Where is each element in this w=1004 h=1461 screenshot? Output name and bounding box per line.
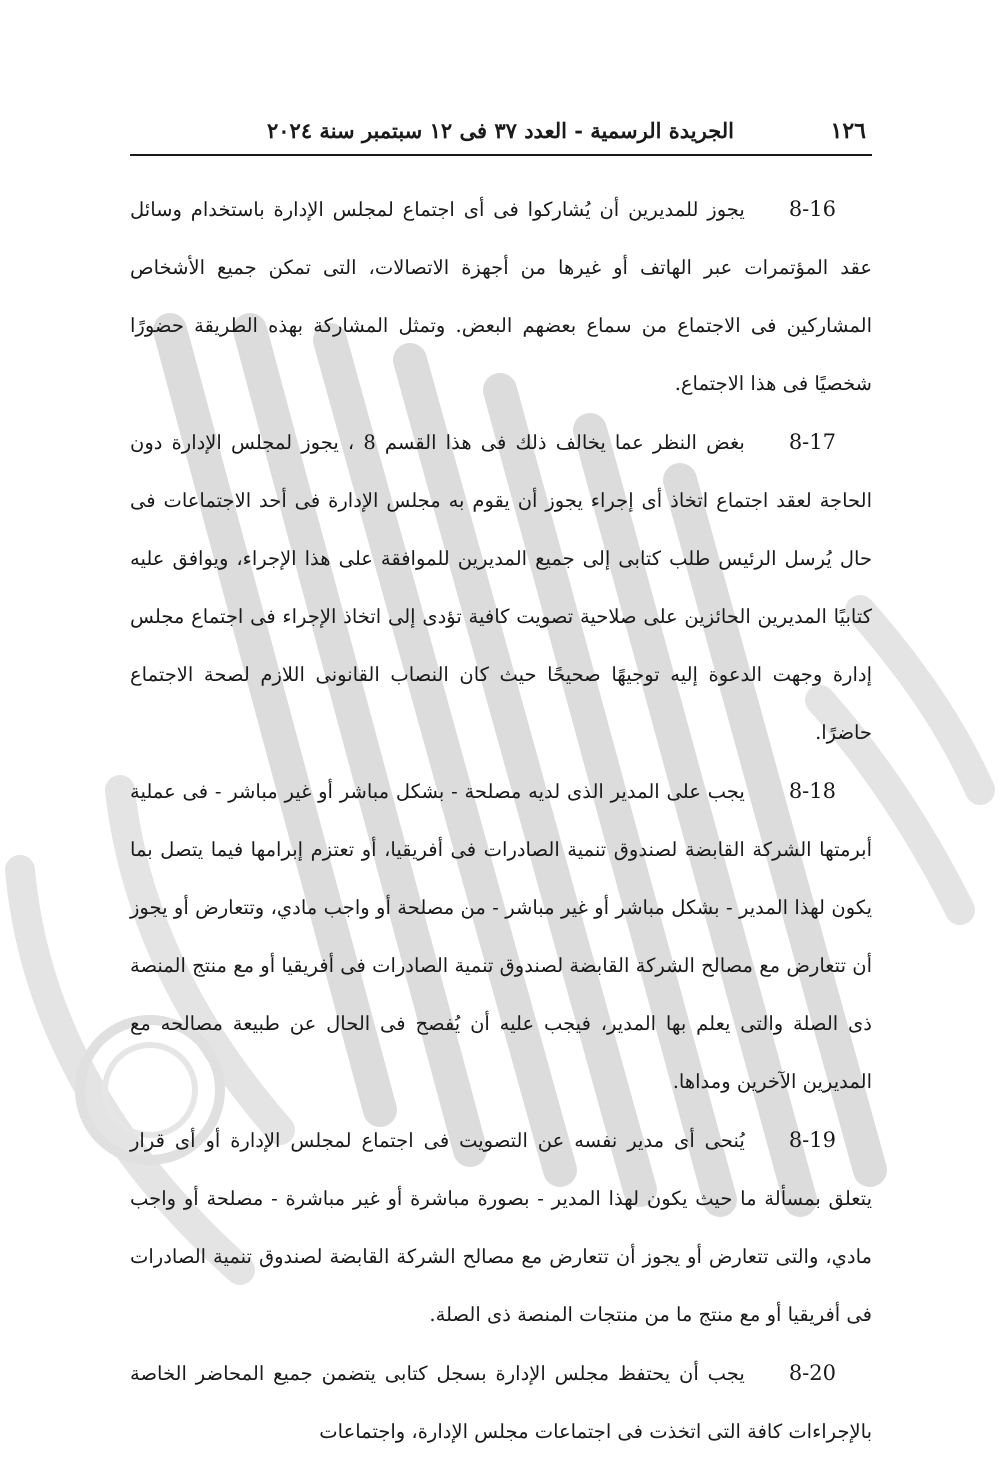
header-divider bbox=[130, 154, 872, 156]
clause-number: 8-17 bbox=[788, 430, 836, 454]
clause-8-18 bbox=[130, 762, 872, 1111]
clause-text: يجب على المدير الذى لديه مصلحة - بشكل مباشر أو غير مباشر - فى عملية أبرمتها الشركة القابضة لصندوق تنمية الصادرات فى أفريقيا، أو تعتزم إبرامها فيما يتصل بما يكون لهذا المدير - بشكل مباشر أو غير مباشر - من مصلحة أو واجب مادي، وتتعارض أو يجوز أن تتعارض مع مصالح الشركة القابضة لصندوق تنمية الصادرات فى أفريقيا أو مع منتج المنصة ذى الصلة والتى يعلم بها المدير، فيجب عليه أن يُفصح فى الحال عن طبيعة مصالحه مع المديرين الآخرين ومداها. bbox=[130, 780, 872, 1093]
clause-number: 8-19 bbox=[788, 1128, 836, 1152]
clause-text: يجب أن يحتفظ مجلس الإدارة بسجل كتابى يتضمن جميع المحاضر الخاصة بالإجراءات كافة التى اتخذت فى اجتماعات مجلس الإدارة، واجتماعات bbox=[130, 1362, 872, 1443]
clause-number: 8-16 bbox=[788, 197, 836, 221]
clause-text: يجوز للمديرين أن يُشاركوا فى أى اجتماع لمجلس الإدارة باستخدام وسائل عقد المؤتمرات عبر الهاتف أو غيرها من أجهزة الاتصالات، التى تمكن جميع الأشخاص المشاركين فى الاجتماع من سماع بعضهم البعض. وتمثل المشاركة بهذه الطريقة حضورًا شخصيًا فى هذا الاجتماع. bbox=[130, 198, 872, 395]
clause-8-16 bbox=[130, 180, 872, 413]
page-number: ١٢٦ bbox=[830, 118, 866, 144]
clause-8-19 bbox=[130, 1111, 872, 1344]
clause-text: بغض النظر عما يخالف ذلك فى هذا القسم 8 ، يجوز لمجلس الإدارة دون الحاجة لعقد اجتماع اتخاذ أى إجراء يجوز أن يقوم به مجلس الإدارة فى أحد الاجتماعات فى حال يُرسل الرئيس طلب كتابى إلى جميع المديرين للموافقة على هذا الإجراء، ويوافق عليه كتابيًا المديرين الحائزين على صلاحية تصويت كافية تؤدى إلى اتخاذ الإجراء فى اجتماع مجلس إدارة وجهت الدعوة إليه توجيهًا صحيحًا حيث كان النصاب القانونى اللازم لصحة الاجتماع حاضرًا. bbox=[130, 431, 872, 744]
clause-8-17 bbox=[130, 413, 872, 762]
clause-8-20 bbox=[130, 1344, 872, 1461]
document-body bbox=[130, 180, 872, 1461]
page-header bbox=[130, 112, 872, 154]
gazette-title: الجريدة الرسمية - العدد ٣٧ فى ١٢ سبتمبر سنة ٢٠٢٤ bbox=[267, 118, 734, 143]
clause-text: يُنحى أى مدير نفسه عن التصويت فى اجتماع لمجلس الإدارة أو أى قرار يتعلق بمسألة ما حيث يكون لهذا المدير - بصورة مباشرة أو غير مباشرة - مصلحة أو واجب مادي، والتى تتعارض أو يجوز أن تتعارض مع مصالح الشركة القابضة لصندوق تنمية الصادرات فى أفريقيا أو مع منتج ما من منتجات المنصة ذى الصلة. bbox=[130, 1129, 872, 1326]
clause-number: 8-20 bbox=[788, 1361, 836, 1385]
clause-number: 8-18 bbox=[788, 779, 836, 803]
